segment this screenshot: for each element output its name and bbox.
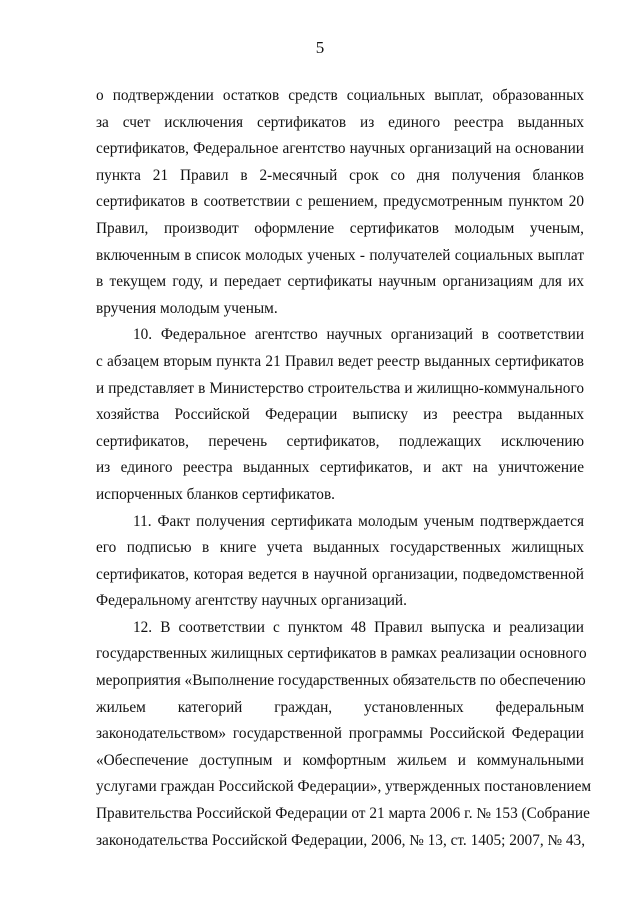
text-line: Федеральному агентству научных организаций. (96, 592, 407, 610)
text-line: 12. В соответствии с пунктом 48 Правил выпуска и реализации (133, 618, 584, 636)
paragraph-item-12 (96, 615, 592, 854)
text-line: сертификатов в соответствии с решением, предусмотренным пунктом 20 (96, 193, 584, 211)
text-line: в текущем году, и передает сертификаты научным организациям для их (96, 273, 584, 291)
paragraph-item-11 (96, 509, 584, 615)
text-line: государственных жилищных сертификатов в рамках реализации основного (96, 645, 587, 663)
text-line: сертификатов, которая ведется в научной организации, подведомственной (96, 565, 584, 583)
text-line: и представляет в Министерство строительства и жилищно-коммунального (96, 379, 584, 397)
text-line: пункта 21 Правил в 2-месячный срок со дня получения бланков (96, 166, 584, 184)
text-line: услугами граждан Российской Федерации», утвержденных постановлением (96, 778, 592, 796)
text-line: вручения молодым ученым. (96, 299, 278, 317)
text-line: «Обеспечение доступным и комфортным жильем и коммунальными (96, 751, 584, 769)
text-line: о подтверждении остатков средств социальных выплат, образованных (96, 87, 584, 104)
paragraph-item-10 (96, 322, 584, 508)
text-line: Правил, производит оформление сертификатов молодым ученым, (96, 219, 584, 237)
page-number: 5 (315, 38, 325, 57)
text-line: включенным в список молодых ученых - получателей социальных выплат (96, 246, 584, 264)
text-line: Правительства Российской Федерации от 21 марта 2006 г. № 153 (Собрание (96, 805, 590, 823)
text-line: законодательством» государственной программы Российской Федерации (96, 725, 584, 743)
text-line: жильем категорий граждан, установленных федеральным (96, 698, 584, 716)
paragraph-1 (96, 83, 584, 322)
text-line: из единого реестра выданных сертификатов, и акт на уничтожение (96, 459, 584, 477)
text-line: за счет исключения сертификатов из единого реестра выданных (96, 113, 584, 131)
text-line: сертификатов, Федеральное агентство научных организаций на основании (96, 140, 584, 158)
document-body (96, 83, 592, 854)
text-line: 11. Факт получения сертификата молодым ученым подтверждается (133, 512, 584, 530)
text-line: с абзацем вторым пункта 21 Правил ведет реестр выданных сертификатов (96, 352, 584, 370)
text-line: законодательства Российской Федерации, 2006, № 13, ст. 1405; 2007, № 43, (96, 831, 586, 849)
text-line: испорченных бланков сертификатов. (96, 485, 335, 503)
text-line: сертификатов, перечень сертификатов, подлежащих исключению (96, 432, 584, 450)
text-line: 10. Федеральное агентство научных организаций в соответствии (133, 326, 584, 344)
text-line: мероприятия «Выполнение государственных обязательств по обеспечению (96, 672, 586, 690)
text-line: хозяйства Российской Федерации выписку из реестра выданных (96, 406, 584, 424)
text-line: его подписью в книге учета выданных государственных жилищных (96, 539, 584, 557)
